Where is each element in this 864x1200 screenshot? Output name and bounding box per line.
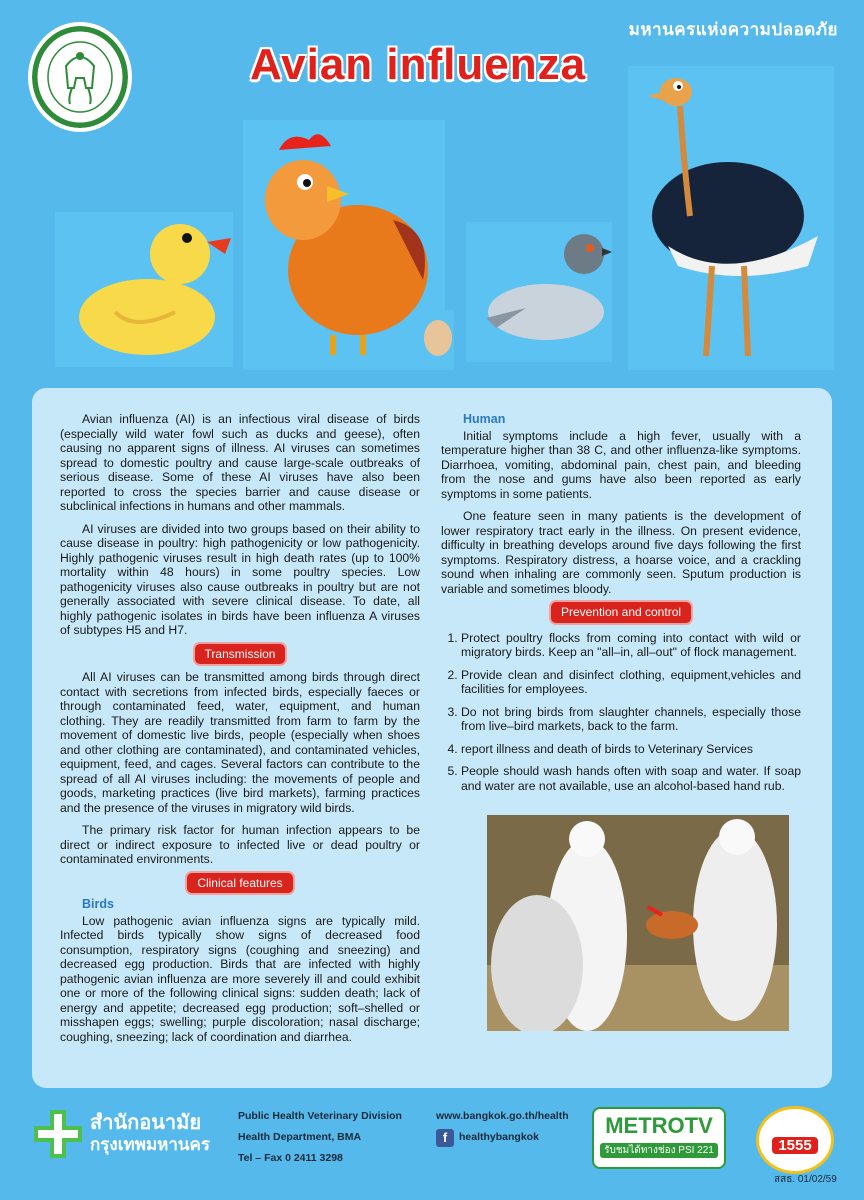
pigeon-illustration [466, 222, 612, 362]
website-link[interactable]: www.bangkok.go.th/health [436, 1110, 569, 1122]
metro-tv-logo [592, 1107, 726, 1169]
protective-suit-workers-photo [487, 815, 789, 1031]
division-name: Public Health Veterinary Division [238, 1110, 402, 1122]
list-item: 1. Protect poultry flocks from coming into contact with wild or migratory birds. Keep an "all–in, all–out" of flock management. [461, 631, 801, 660]
left-column [60, 412, 420, 1052]
right-column [441, 412, 801, 801]
department-name: Health Department, BMA [238, 1131, 362, 1143]
health-department-logo [32, 1108, 210, 1160]
intro-paragraph: Avian influenza (AI) is an infectious viral disease of birds (especially wild water fowl such as ducks and geese), often causing no apparent signs of illness. AI viruses can sometimes spread to domestic poultry and cause large-scale outbreaks of serious disease. Some of these AI viruses have also been reported to cross the species barrier and cause disease or subclinical infections in humans and other mammals. [60, 412, 420, 513]
birds-subheading: Birds [82, 897, 114, 911]
facebook-icon: f [436, 1129, 454, 1147]
transmission-badge: Transmission [195, 644, 286, 665]
list-item: 4. report illness and death of birds to Veterinary Services [461, 742, 801, 757]
metro-tv-channel: รับชมได้ทางช่อง PSI 221 [600, 1143, 718, 1158]
phone-number: Tel – Fax 0 2411 3298 [238, 1152, 343, 1164]
respiratory-paragraph: One feature seen in many patients is the development of lower respiratory tract early in the illness. On present evidence, difficulty in breathing develops around five days following the first symptoms. Respiratory distress, a hoarse voice, and a crackling sound when inhaling are commonly seen. Sputum production is variable and sometimes bloody. [441, 509, 801, 596]
clinical-features-badge: Clinical features [187, 873, 292, 894]
hotline-logo [756, 1106, 834, 1174]
bma-seal-logo [28, 22, 132, 132]
page-title: Avian influenza [250, 40, 587, 89]
human-subheading: Human [463, 412, 506, 426]
risk-paragraph: The primary risk factor for human infection appears to be direct or indirect exposure to infected live or dead poultry or contaminated environments. [60, 823, 420, 866]
prevention-list [441, 631, 801, 794]
metro-tv-name: METROTV [605, 1113, 713, 1138]
transmission-paragraph: All AI viruses can be transmitted among birds through direct contact with secretions from infected birds, especially faeces or through contaminated feed, water, equipment, and human clothing. They are readily transmitted from farm to farm by the movement of domestic live birds, people (especially when shoes and other clothing are contaminated), and contaminated vehicles, equipment, feed, and cages. Several factors can contribute to the spread of all AI viruses including: the movements of people and goods, marketing practices (live bird markets), farming practices and the presence of the viruses in migratory wild birds. [60, 670, 420, 815]
hotline-number: 1555 [772, 1137, 817, 1154]
duck-illustration [55, 212, 233, 367]
list-item: 5. People should wash hands often with soap and water. If soap and water are not available, use an alcohol-based hand rub. [461, 764, 801, 793]
groups-paragraph: AI viruses are divided into two groups based on their ability to cause disease in poultry: high pathogenicity or low pathogenicity. Highly pathogenic viruses result in high death rates (up to 100% mortality within 48 hours) in some poultry species. Low pathogenicity viruses also cause outbreaks in poultry but are not generally associated with severe clinical disease. To date, all highly pathogenic isolates in birds have been influenza A viruses of subtypes H5 and H7. [60, 521, 420, 637]
org-thai-name: สำนักอนามัย [90, 1112, 202, 1134]
birds-paragraph: Low pathogenic avian influenza signs are typically mild. Infected birds typically show signs of decreased food consumption, respiratory signs (coughing and sneezing) and decreased egg production. Birds that are infected with highly pathogenic avian influenza are more severely ill and could exhibit one or more of the following clinical signs: sudden death; lack of energy and appetite; decreased egg production; soft–shelled or misshapen eggs; swelling; purple discoloration; nasal discharge; coughing, sneezing; lack of coordination and diarrhea. [60, 913, 420, 1044]
online-block [436, 1106, 569, 1148]
document-code: สสธ. 01/02/59 [774, 1174, 837, 1185]
human-symptoms-paragraph: Initial symptoms include a high fever, usually with a temperature higher than 38 C, and other influenza-like symptoms. Diarrhoea, vomiting, abdominal pain, chest pain, and bleeding from the nose and gums have also been reported as early symptoms in some patients. [441, 428, 801, 501]
contact-block [238, 1106, 402, 1169]
list-item: 2. Provide clean and disinfect clothing, equipment,vehicles and facilities for employees. [461, 668, 801, 697]
thai-slogan: มหานครแห่งความปลอดภัย [628, 20, 838, 39]
list-item: 3. Do not bring birds from slaughter channels, especially those from live–bird markets, back to the farm. [461, 705, 801, 734]
facebook-handle[interactable]: healthybangkok [459, 1131, 539, 1143]
prevention-badge: Prevention and control [551, 602, 691, 623]
org-thai-city: กรุงเทพมหานคร [90, 1135, 211, 1154]
green-cross-icon [32, 1108, 84, 1160]
ostrich-illustration [628, 66, 834, 370]
egg-illustration [412, 310, 454, 370]
